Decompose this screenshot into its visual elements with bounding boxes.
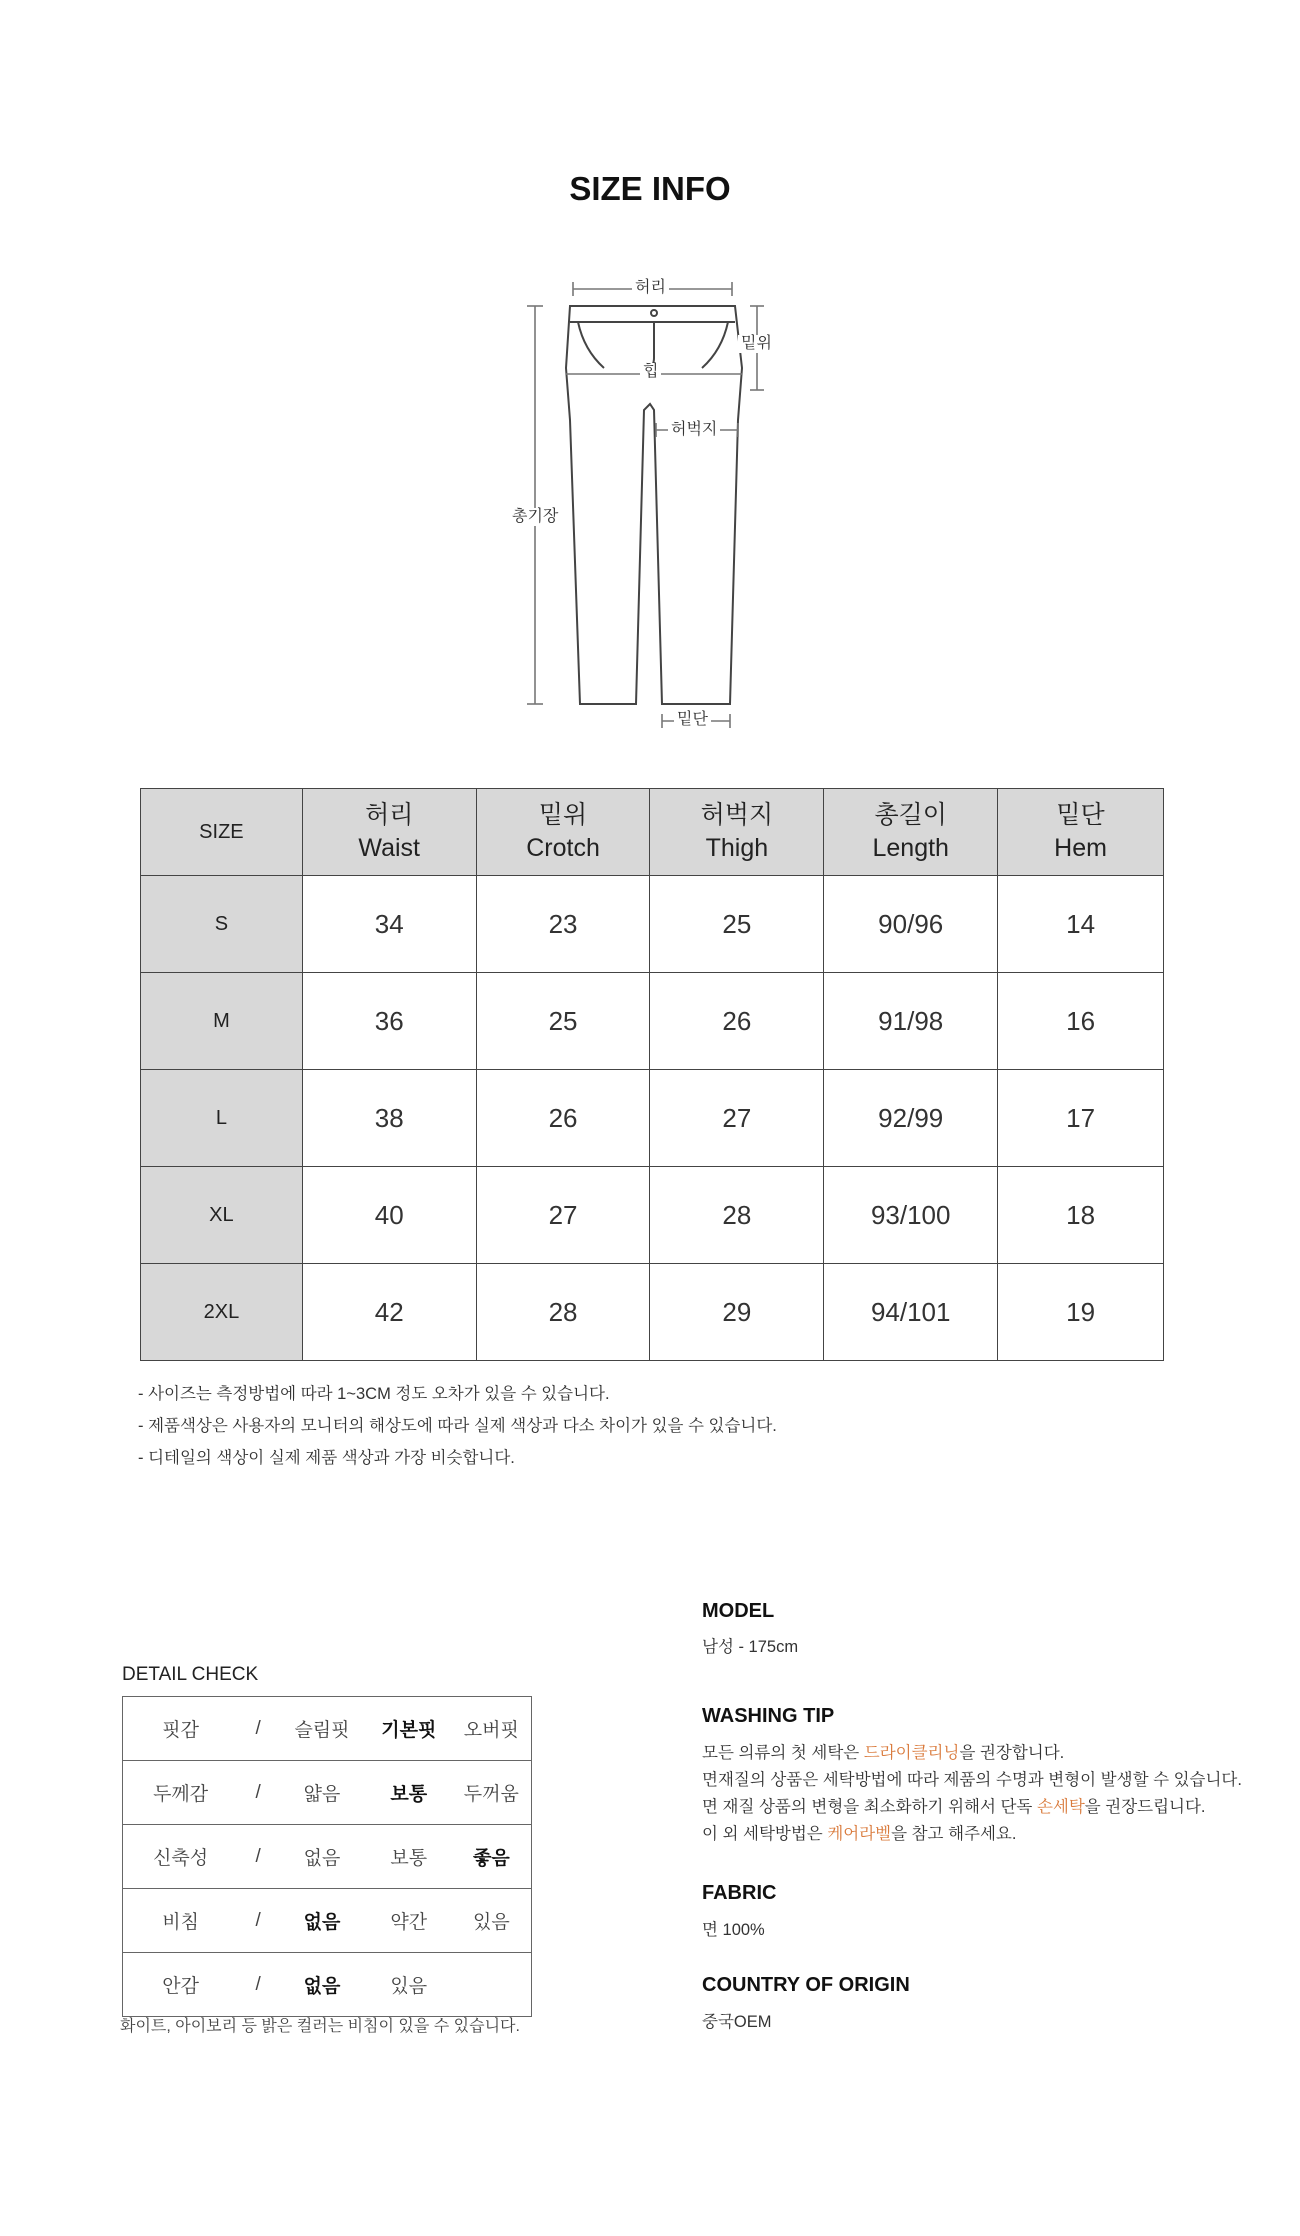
size-cell: M [141, 973, 303, 1070]
detail-option-selected: 없음 [278, 1889, 366, 1953]
detail-option-selected: 없음 [278, 1953, 366, 2017]
detail-sep: / [238, 1697, 278, 1761]
washing-text: 을 권장드립니다. [1084, 1798, 1206, 1816]
detail-option-selected: 기본핏 [366, 1697, 452, 1761]
table-cell: 36 [302, 973, 476, 1070]
origin-text: 중국OEM [702, 2013, 772, 2031]
column-header-ko: 밑단 [1056, 801, 1105, 829]
table-cell: 16 [998, 973, 1164, 1070]
detail-row-fit [123, 1697, 532, 1761]
page-title: SIZE INFO [569, 170, 731, 207]
column-header-ko: 허리 [365, 801, 414, 829]
waist-label: 허리 [632, 279, 669, 297]
washing-highlight: 케어라벨 [827, 1825, 892, 1843]
detail-row-thickness [123, 1761, 532, 1825]
table-cell: 42 [302, 1264, 476, 1361]
table-cell: 40 [302, 1167, 476, 1264]
column-header-ko: 허벅지 [700, 801, 774, 829]
washing-text: 을 권장합니다. [959, 1744, 1065, 1762]
note-line: - 사이즈는 측정방법에 따라 1~3CM 정도 오차가 있을 수 있습니다. [138, 1385, 610, 1403]
column-header-en: Thigh [705, 834, 769, 862]
table-cell: 94/101 [824, 1264, 998, 1361]
length-column-header [824, 789, 998, 876]
table-cell: 91/98 [824, 973, 998, 1070]
table-cell: 34 [302, 876, 476, 973]
table-cell: 25 [476, 973, 650, 1070]
table-row [141, 1070, 1164, 1167]
detail-option: 있음 [366, 1953, 452, 2017]
detail-sep: / [238, 1825, 278, 1889]
detail-option: 약간 [366, 1889, 452, 1953]
detail-option: 있음 [452, 1889, 532, 1953]
washing-line-1 [702, 1740, 1262, 1767]
detail-option: 없음 [278, 1825, 366, 1889]
detail-sep: / [238, 1889, 278, 1953]
table-cell: 25 [650, 876, 824, 973]
detail-check-title: DETAIL CHECK [122, 1664, 259, 1685]
table-cell: 27 [650, 1070, 824, 1167]
washing-line-3 [702, 1794, 1262, 1821]
detail-option: 오버핏 [452, 1697, 532, 1761]
detail-label: 안감 [123, 1953, 239, 2017]
washing-text: 면 재질 상품의 변형을 최소화하기 위해서 단독 [702, 1798, 1037, 1816]
waist-column-header [302, 789, 476, 876]
washing-line-4 [702, 1821, 1262, 1848]
table-cell: 93/100 [824, 1167, 998, 1264]
crotch-column-header [476, 789, 650, 876]
table-cell: 28 [650, 1167, 824, 1264]
fly-line [648, 322, 654, 368]
size-cell: 2XL [141, 1264, 303, 1361]
detail-label: 신축성 [123, 1825, 239, 1889]
detail-option: 보통 [366, 1825, 452, 1889]
size-column-header: SIZE [141, 789, 303, 876]
button-circle [651, 310, 657, 316]
detail-option [452, 1953, 532, 2017]
detail-option: 두꺼움 [452, 1761, 532, 1825]
table-row [141, 1264, 1164, 1361]
detail-label: 두께감 [123, 1761, 239, 1825]
detail-label: 핏감 [123, 1697, 239, 1761]
column-header-ko: 총길이 [874, 801, 947, 829]
hem-column-header [998, 789, 1164, 876]
table-cell: 28 [476, 1264, 650, 1361]
size-notes [138, 1378, 777, 1474]
table-row [141, 876, 1164, 973]
product-info-column [702, 1600, 1262, 2036]
table-cell: 26 [476, 1070, 650, 1167]
washing-tip-title: WASHING TIP [702, 1705, 835, 1727]
thigh-column-header [650, 789, 824, 876]
model-text: 남성 - 175cm [702, 1638, 799, 1656]
table-cell: 23 [476, 876, 650, 973]
detail-label: 비침 [123, 1889, 239, 1953]
column-header-en: Waist [358, 834, 420, 862]
note-line: - 디테일의 색상이 실제 제품 색상과 가장 비슷합니다. [138, 1449, 515, 1467]
column-header-ko: 밑위 [538, 801, 588, 829]
size-cell: L [141, 1070, 303, 1167]
table-cell: 19 [998, 1264, 1164, 1361]
table-row [141, 973, 1164, 1070]
note-line: - 제품색상은 사용자의 모니터의 해상도에 따라 실제 색상과 다소 차이가 있을 수 있습니다. [138, 1417, 777, 1435]
fabric-text: 면 100% [702, 1921, 765, 1939]
detail-check-note: 화이트, 아이보리 등 밝은 컬러는 비침이 있을 수 있습니다. [120, 2018, 520, 2035]
model-title: MODEL [702, 1600, 775, 1622]
rise-label: 밑위 [738, 335, 775, 353]
washing-text: 을 참고 해주세요. [891, 1825, 1017, 1843]
table-cell: 17 [998, 1070, 1164, 1167]
size-table [140, 788, 1164, 1361]
washing-highlight: 손세탁 [1036, 1798, 1085, 1816]
table-cell: 29 [650, 1264, 824, 1361]
table-row [141, 1167, 1164, 1264]
table-cell: 38 [302, 1070, 476, 1167]
washing-line-2: 면재질의 상품은 세탁방법에 따라 제품의 수명과 변형이 발생할 수 있습니다. [702, 1771, 1242, 1789]
washing-tip-text [702, 1740, 1262, 1848]
washing-text: 모든 의류의 첫 세탁은 [702, 1744, 864, 1762]
length-label: 총기장 [509, 508, 561, 526]
table-cell: 27 [476, 1167, 650, 1264]
hip-label: 힙 [640, 363, 661, 381]
detail-check-table [122, 1696, 532, 2017]
column-header-en: Crotch [526, 834, 600, 862]
column-header-en: Hem [1054, 834, 1107, 862]
column-header-en: Length [872, 834, 949, 862]
detail-option-selected: 보통 [366, 1761, 452, 1825]
size-table-header-row [141, 789, 1164, 876]
hem-label: 밑단 [674, 711, 711, 729]
table-cell: 18 [998, 1167, 1164, 1264]
detail-sep: / [238, 1953, 278, 2017]
detail-option-selected: 좋음 [452, 1825, 532, 1889]
detail-sep: / [238, 1761, 278, 1825]
fabric-title: FABRIC [702, 1882, 777, 1904]
right-pocket [702, 322, 728, 368]
washing-highlight: 드라이클리닝 [863, 1744, 960, 1762]
table-cell: 26 [650, 973, 824, 1070]
detail-row-sheer [123, 1889, 532, 1953]
thigh-label: 허벅지 [668, 421, 720, 439]
detail-option: 슬림핏 [278, 1697, 366, 1761]
size-cell: S [141, 876, 303, 973]
detail-option: 얇음 [278, 1761, 366, 1825]
detail-row-lining [123, 1953, 532, 2017]
table-cell: 90/96 [824, 876, 998, 973]
washing-text: 이 외 세탁방법은 [702, 1825, 828, 1843]
left-pocket [578, 322, 604, 368]
table-cell: 92/99 [824, 1070, 998, 1167]
pants-diagram [0, 0, 1300, 760]
origin-title: COUNTRY OF ORIGIN [702, 1974, 910, 1996]
table-cell: 14 [998, 876, 1164, 973]
size-cell: XL [141, 1167, 303, 1264]
detail-row-stretch [123, 1825, 532, 1889]
